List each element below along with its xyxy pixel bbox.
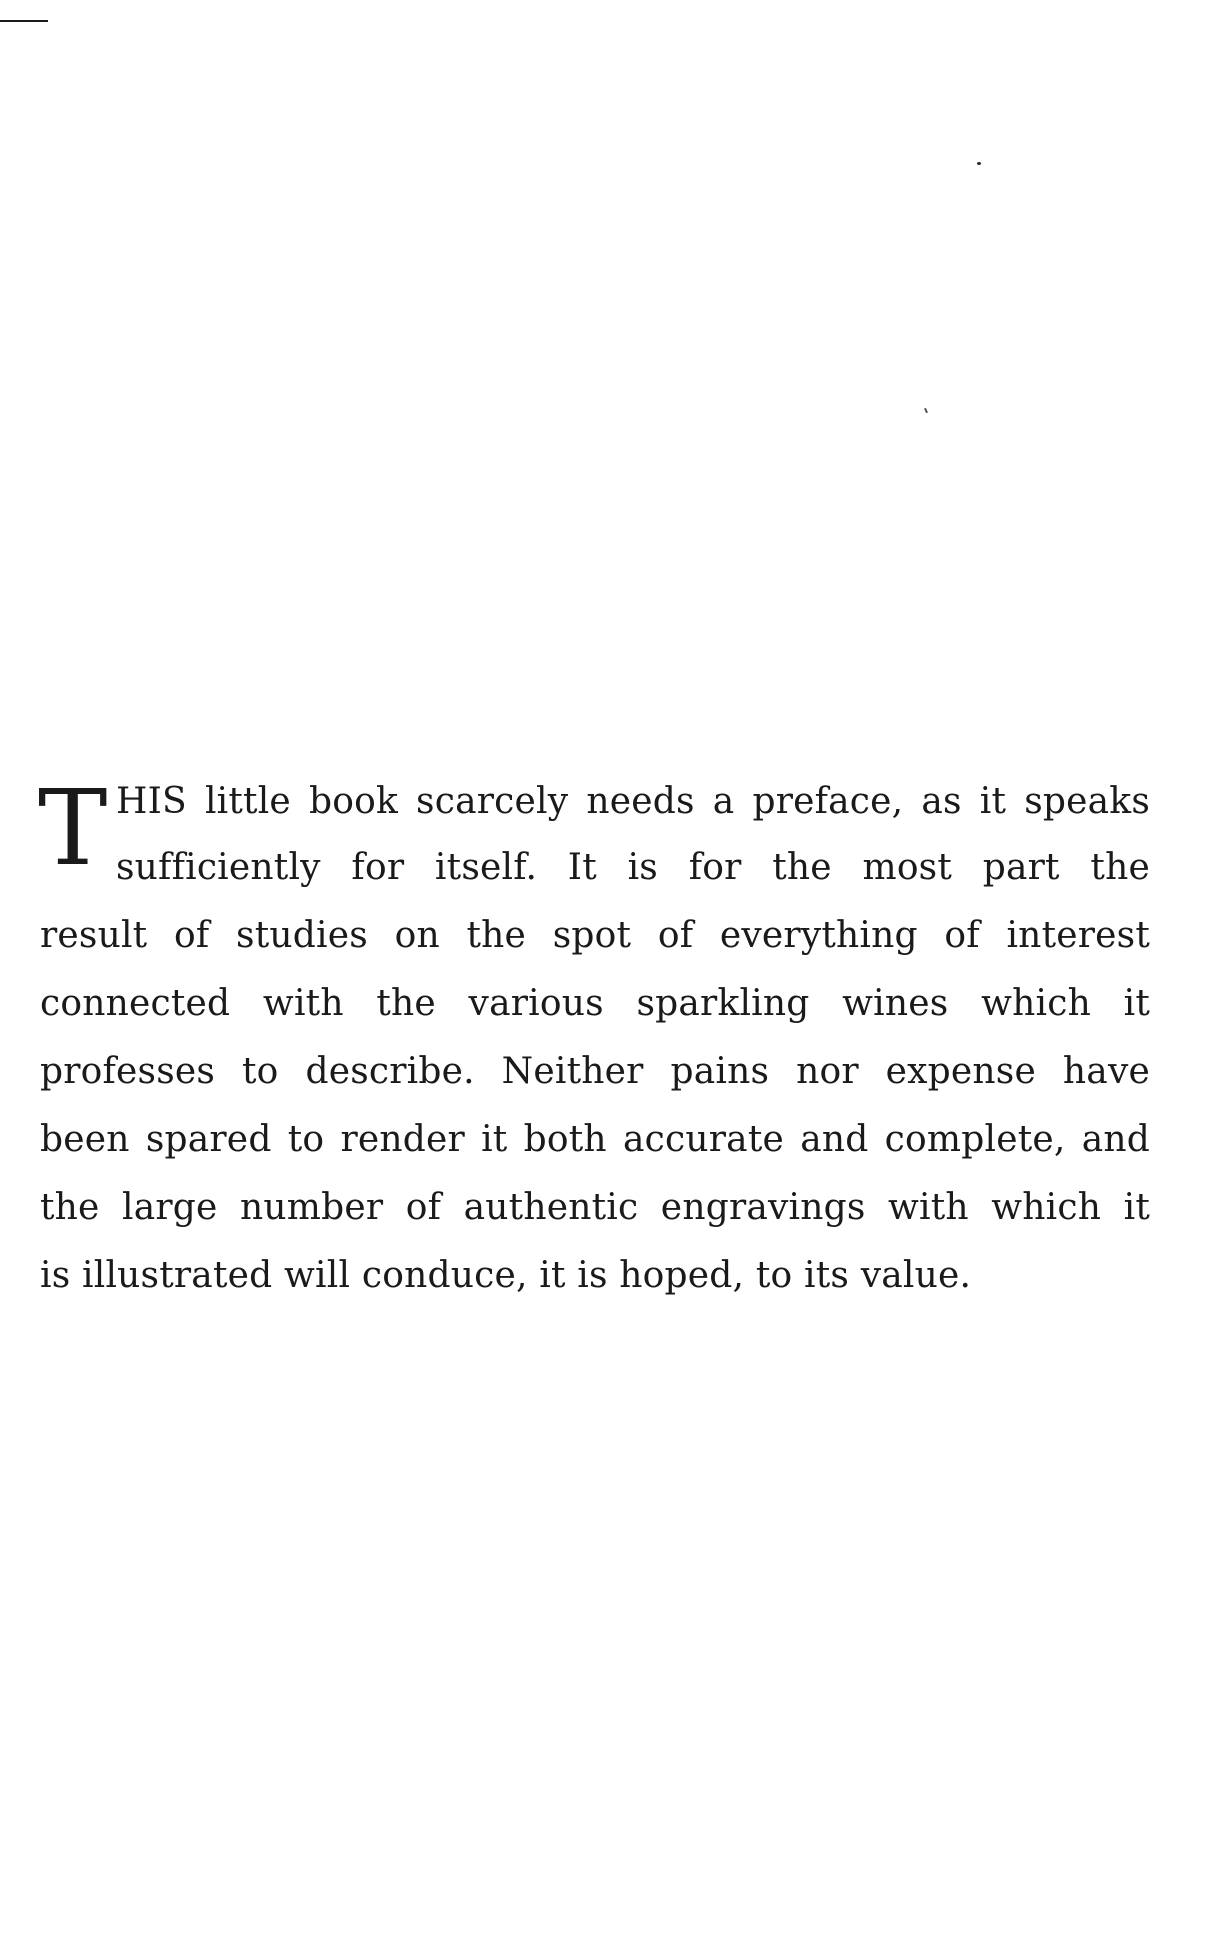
preface-line: professes to describe. Neither pains nor expense have [40, 1051, 1150, 1092]
preface-line: been spared to render it both accurate and complete, and [40, 1119, 1150, 1160]
preface-line: is illustrated will conduce, it is hoped, to its value. [40, 1255, 972, 1296]
preface-line: sufficiently for itself. It is for the most part the [116, 847, 1150, 888]
preface-line: result of studies on the spot of everything of interest [40, 915, 1150, 956]
preface-line: the large number of authentic engravings with which it [40, 1187, 1150, 1228]
print-speck [924, 408, 928, 413]
preface-line: HIS little book scarcely needs a preface, as it speaks [116, 781, 1150, 822]
drop-cap: T [38, 767, 108, 889]
corner-rule [0, 20, 48, 22]
print-speck [977, 162, 981, 165]
preface-line: connected with the various sparkling wines which it [40, 983, 1150, 1024]
